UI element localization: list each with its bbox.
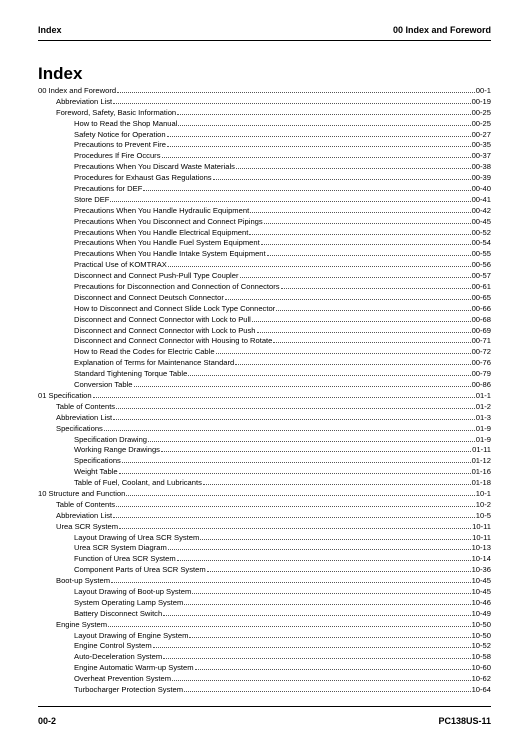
toc-entry-page: 00-76 [471,358,491,368]
dot-leader [192,586,470,594]
toc-entry-page: 10-2 [475,499,491,509]
dot-leader [110,194,470,202]
toc-entry[interactable] [38,270,491,281]
toc-entry-title: Foreword, Safety, Basic Information [56,107,177,117]
toc-entry-page: 00-19 [471,96,491,106]
toc-entry[interactable] [38,466,491,477]
toc-entry-page: 10-11 [472,532,491,542]
dot-leader [216,346,471,354]
dot-leader [225,292,471,300]
dot-leader [93,390,475,398]
toc-entry[interactable] [38,564,491,575]
toc-entry-page: 00-27 [471,129,491,139]
toc-entry[interactable] [38,423,491,434]
toc-entry-page: 10-50 [471,619,491,629]
toc-entry-page: 01-1 [475,390,491,400]
toc-entry-title: Precautions When You Discard Waste Materials [74,162,235,172]
toc-entry[interactable] [38,553,491,564]
toc-entry[interactable] [38,390,491,401]
toc-entry[interactable] [38,630,491,641]
toc-entry-title: Precautions When You Handle Hydraulic Equipment [74,205,250,215]
dot-leader [264,216,471,224]
dot-leader [235,357,470,365]
toc-entry-page: 10-5 [475,510,491,520]
dot-leader [104,423,475,431]
toc-entry-page: 01-12 [471,456,491,466]
toc-entry-title: How to Read the Shop Manual [74,118,178,128]
page-title: Index [38,64,83,83]
dot-leader [113,510,475,518]
toc-entry-page: 01-2 [475,401,491,411]
toc-entry-page: 00-66 [471,303,491,313]
toc-entry-title: Disconnect and Connect Connector with Lock to Pull [74,314,251,324]
toc-entry-page: 00-38 [471,162,491,172]
page-header [38,22,491,38]
dot-leader [116,401,475,409]
dot-leader [195,662,471,670]
toc-entry[interactable] [38,259,491,270]
toc-entry-title: Safety Notice for Operation [74,129,166,139]
toc-entry-title: Turbocharger Protection System [74,684,184,694]
toc-entry-title: Battery Disconnect Switch [74,608,163,618]
toc-entry[interactable] [38,357,491,368]
dot-leader [178,118,470,126]
toc-entry[interactable] [38,575,491,586]
dot-leader [111,575,471,583]
toc-entry-page: 01-9 [475,423,491,433]
toc-entry-title: Table of Contents [56,499,116,509]
toc-entry-page: 00-37 [471,151,491,161]
toc-entry-page: 00-42 [471,205,491,215]
toc-entry-title: Weight Table [74,467,118,477]
toc-entry[interactable] [38,640,491,651]
toc-entry[interactable] [38,379,491,390]
toc-entry-title: Precautions to Prevent Fire [74,140,167,150]
header-section-title: Index [38,25,62,35]
toc-entry[interactable] [38,619,491,630]
toc-entry[interactable] [38,118,491,129]
toc-entry-page: 10-50 [471,630,491,640]
toc-entry[interactable] [38,303,491,314]
toc-entry[interactable] [38,401,491,412]
dot-leader [172,673,470,681]
dot-leader [153,640,471,648]
dot-leader [252,314,471,322]
toc-entry-page: 00-79 [471,369,491,379]
header-rule [38,40,491,41]
dot-leader [240,270,471,278]
toc-entry-title: System Operating Lamp System [74,597,184,607]
toc-entry-title: Disconnect and Connect Connector with Housing to Rotate [74,336,273,346]
toc-entry[interactable] [38,161,491,172]
toc-entry-page: 00-41 [471,194,491,204]
toc-entry-title: 10 Structure and Function [38,488,126,498]
dot-leader [148,434,475,442]
toc-entry-title: Table of Contents [56,401,116,411]
dot-leader [168,542,471,550]
toc-entry-page: 01-3 [475,412,491,422]
toc-entry[interactable] [38,96,491,107]
dot-leader [117,85,475,93]
toc-entry-page: 00-39 [471,173,491,183]
toc-entry-page: 00-68 [471,314,491,324]
dot-leader [163,651,470,659]
toc-entry[interactable] [38,455,491,466]
toc-entry[interactable] [38,205,491,216]
toc-entry-title: Layout Drawing of Engine System [74,630,189,640]
dot-leader [267,248,471,256]
toc-entry[interactable] [38,139,491,150]
dot-leader [207,564,471,572]
toc-entry-page: 10-49 [471,608,491,618]
dot-leader [162,150,471,158]
toc-entry[interactable] [38,477,491,488]
toc-entry-page: 10-45 [471,576,491,586]
toc-entry-title: Engine Control System [74,641,152,651]
toc-entry-title: Urea SCR System Diagram [74,543,167,553]
dot-leader [108,619,470,627]
toc-entry-title: Boot-up System [56,576,111,586]
header-chapter-title: 00 Index and Foreword [392,25,491,35]
dot-leader [273,335,470,343]
toc-entry[interactable] [38,85,491,96]
toc-entry-title: Layout Drawing of Boot-up System [74,586,192,596]
dot-leader [126,488,474,496]
toc-entry[interactable] [38,194,491,205]
dot-leader [188,368,470,376]
toc-entry-title: Precautions for Disconnection and Connection of Connectors [74,282,280,292]
table-of-contents [38,85,491,695]
dot-leader [250,205,470,213]
toc-entry-title: Urea SCR System [56,521,119,531]
dot-leader [163,608,470,616]
toc-entry[interactable] [38,314,491,325]
toc-entry[interactable] [38,542,491,553]
dot-leader [213,172,471,180]
toc-entry-title: Disconnect and Connect Push-Pull Type Coupler [74,271,239,281]
toc-entry[interactable] [38,335,491,346]
toc-entry-page: 00-71 [471,336,491,346]
toc-entry-title: 00 Index and Foreword [38,86,117,95]
toc-entry[interactable] [38,684,491,695]
toc-entry[interactable] [38,172,491,183]
toc-entry-page: 00-35 [471,140,491,150]
toc-entry-title: Practical Use of KOMTRAX [74,260,167,270]
dot-leader [177,107,470,115]
toc-entry-title: How to Read the Codes for Electric Cable [74,347,215,357]
toc-entry[interactable] [38,532,491,543]
toc-entry[interactable] [38,292,491,303]
toc-entry[interactable] [38,673,491,684]
toc-entry-title: Precautions for DEF [74,184,143,194]
toc-entry[interactable] [38,510,491,521]
toc-entry-page: 10-62 [471,674,491,684]
toc-entry[interactable] [38,412,491,423]
toc-entry-page: 00-25 [471,118,491,128]
toc-entry-page: 10-11 [472,521,491,531]
toc-entry-title: Precautions When You Handle Intake System Equipment [74,249,266,259]
dot-leader [119,466,471,474]
toc-entry-page: 10-60 [471,663,491,673]
toc-entry-title: Overheat Prevention System [74,674,172,684]
toc-entry-page: 00-61 [471,282,491,292]
toc-entry-page: 10-58 [471,652,491,662]
toc-entry-title: Engine Automatic Warm-up System [74,663,194,673]
dot-leader [122,455,471,463]
toc-entry-title: Auto-Deceleration System [74,652,163,662]
dot-leader [184,597,470,605]
toc-entry-page: 00-25 [471,107,491,117]
toc-entry-title: Abbreviation List [56,96,113,106]
toc-entry[interactable] [38,521,491,532]
toc-entry-title: Conversion Table [74,380,133,390]
toc-entry-page: 00-40 [471,184,491,194]
dot-leader [168,259,471,267]
model-number: PC138US-11 [438,716,491,726]
toc-entry[interactable] [38,150,491,161]
toc-entry-page: 00-55 [471,249,491,259]
toc-entry-page: 10-52 [471,641,491,651]
toc-entry-page: 00-57 [471,271,491,281]
toc-entry[interactable] [38,346,491,357]
toc-entry-title: Layout Drawing of Urea SCR System [74,532,200,542]
toc-entry-title: Engine System [56,619,108,629]
toc-entry-title: Specifications [74,456,121,466]
dot-leader [203,477,471,485]
dot-leader [189,630,470,638]
toc-entry-page: 00-69 [471,325,491,335]
dot-leader [134,379,471,387]
toc-entry-page: 00-65 [471,292,491,302]
toc-entry-title: Precautions When You Disconnect and Connect Pipings [74,216,263,226]
dot-leader [276,303,470,311]
dot-leader [161,444,471,452]
dot-leader [236,161,471,169]
toc-entry-page: 01-18 [471,478,491,488]
toc-entry[interactable] [38,216,491,227]
toc-entry[interactable] [38,586,491,597]
toc-entry-title: Specifications [56,423,103,433]
dot-leader [119,521,471,529]
toc-entry[interactable] [38,368,491,379]
toc-entry-page: 00-45 [471,216,491,226]
toc-entry[interactable] [38,597,491,608]
toc-entry[interactable] [38,434,491,445]
dot-leader [281,281,471,289]
toc-entry[interactable] [38,608,491,619]
toc-entry-page: 10-14 [471,554,491,564]
dot-leader [113,96,470,104]
toc-entry-title: Component Parts of Urea SCR System [74,565,206,575]
toc-entry[interactable] [38,227,491,238]
dot-leader [177,553,471,561]
toc-entry-page: 00-1 [475,86,491,95]
dot-leader [249,227,470,235]
toc-entry[interactable] [38,183,491,194]
toc-entry-page: 00-54 [471,238,491,248]
toc-entry-page: 10-64 [471,684,491,694]
dot-leader [113,412,475,420]
toc-entry-title: Standard Tightening Torque Table [74,369,188,379]
toc-entry-title: Working Range Drawings [74,445,160,455]
toc-entry[interactable] [38,107,491,118]
toc-entry[interactable] [38,129,491,140]
toc-entry-title: Precautions When You Handle Electrical Equipment [74,227,249,237]
toc-entry-page: 10-1 [475,488,491,498]
toc-entry-title: Abbreviation List [56,510,113,520]
toc-entry[interactable] [38,499,491,510]
dot-leader [167,129,471,137]
toc-entry[interactable] [38,248,491,259]
toc-entry-page: 01-16 [471,467,491,477]
toc-entry-page: 10-36 [471,565,491,575]
toc-entry-title: Procedures for Exhaust Gas Regulations [74,173,212,183]
toc-entry-page: 00-56 [471,260,491,270]
dot-leader [257,325,471,333]
dot-leader [200,532,471,540]
toc-entry-title: Store DEF [74,194,110,204]
toc-entry-page: 00-52 [471,227,491,237]
toc-entry-title: Procedures If Fire Occurs [74,151,161,161]
toc-entry-page: 10-45 [471,586,491,596]
toc-entry[interactable] [38,662,491,673]
toc-entry-title: Abbreviation List [56,412,113,422]
toc-entry[interactable] [38,325,491,336]
dot-leader [143,183,470,191]
dot-leader [184,684,471,692]
toc-entry-title: Explanation of Terms for Maintenance Standard [74,358,235,368]
toc-entry-title: Function of Urea SCR System [74,554,176,564]
toc-entry-title: Specification Drawing [74,434,148,444]
toc-entry-page: 01-11 [472,445,491,455]
toc-entry-page: 10-13 [471,543,491,553]
toc-entry[interactable] [38,651,491,662]
footer-rule [38,706,491,707]
toc-entry-page: 01-9 [475,434,491,444]
toc-entry[interactable] [38,281,491,292]
toc-entry-title: Disconnect and Connect Deutsch Connector [74,292,224,302]
toc-entry-page: 10-46 [471,597,491,607]
toc-entry-title: Disconnect and Connect Connector with Lock to Push [74,325,256,335]
page-number: 00-2 [38,716,57,726]
dot-leader [261,237,471,245]
toc-entry[interactable] [38,237,491,248]
toc-entry-page: 00-86 [471,380,491,390]
dot-leader [116,499,475,507]
toc-entry-title: 01 Specification [38,390,92,400]
toc-entry-title: Precautions When You Handle Fuel System Equipment [74,238,260,248]
toc-entry-title: Table of Fuel, Coolant, and Lubricants [74,478,202,488]
toc-entry-title: How to Disconnect and Connect Slide Lock Type Connector [74,303,276,313]
toc-entry-page: 00-72 [471,347,491,357]
toc-entry[interactable] [38,488,491,499]
dot-leader [167,139,471,147]
toc-entry[interactable] [38,444,491,455]
